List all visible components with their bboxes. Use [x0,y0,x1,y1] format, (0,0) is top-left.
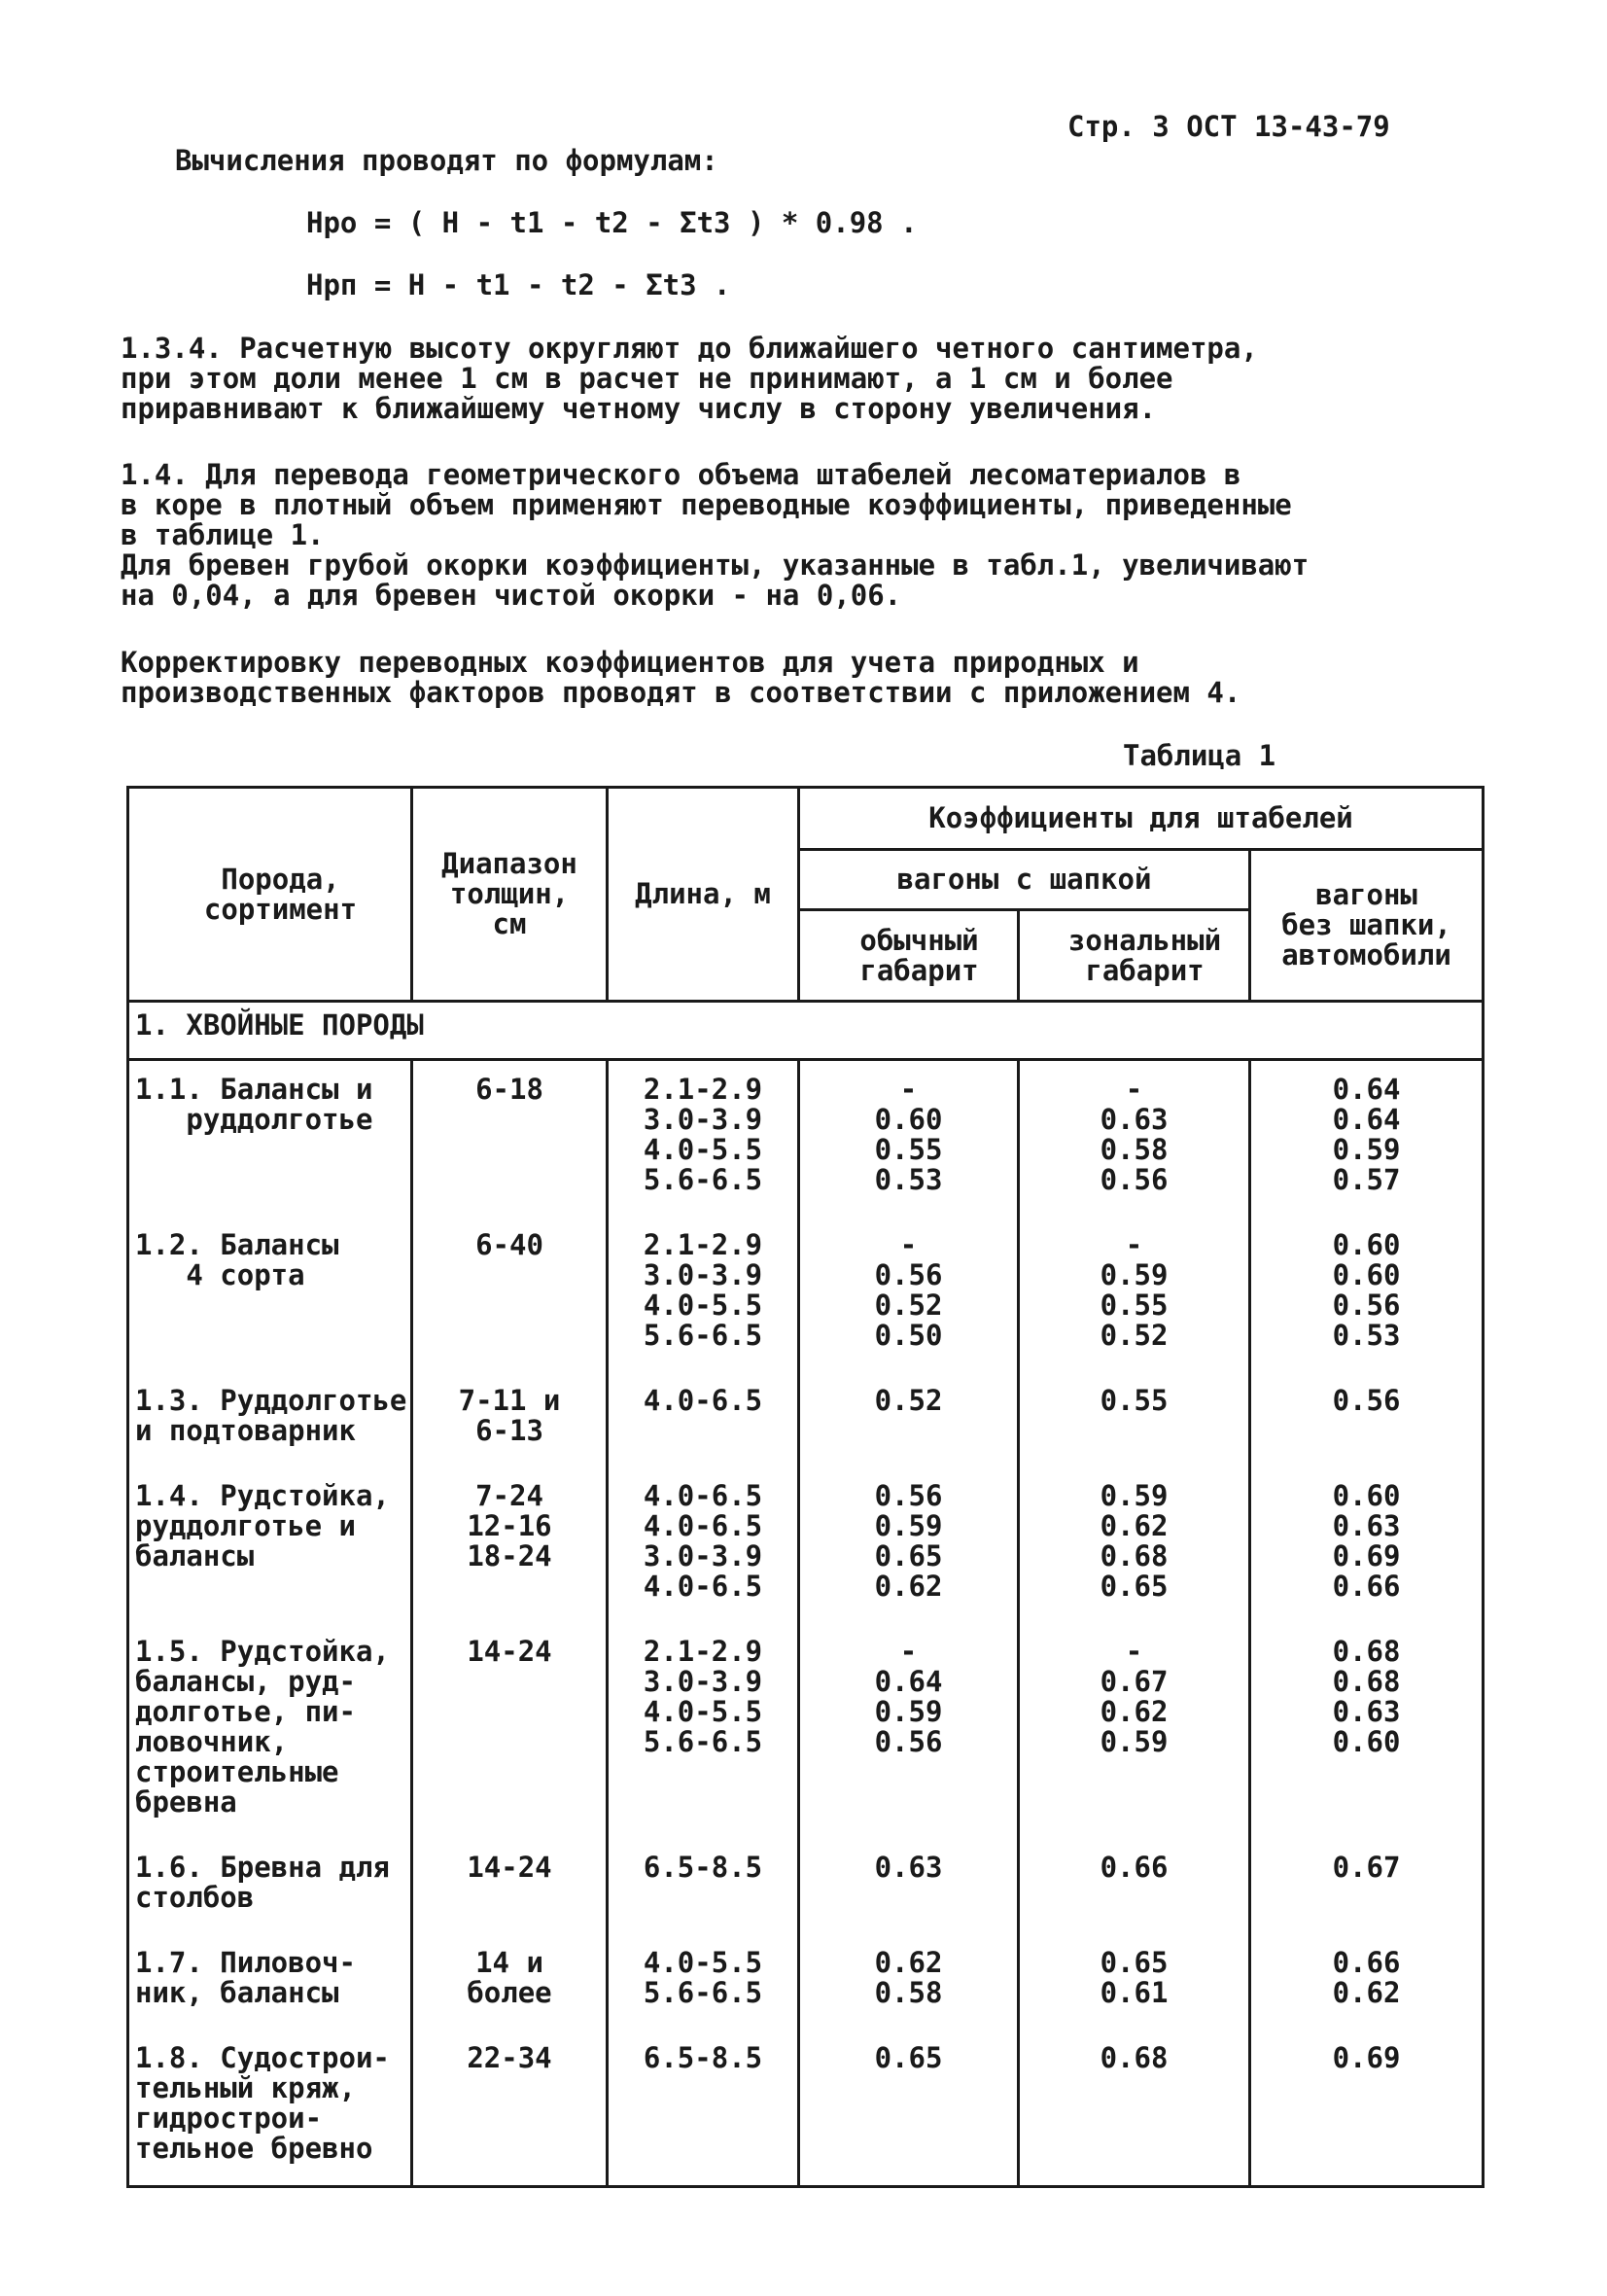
cell-zonal-gauge: 0.55 [1019,1372,1250,1467]
cell-thickness-range: 7-24 12-16 18-24 [412,1467,608,1623]
line: производственных факторов проводят в соответствии с приложением 4. [121,676,1241,709]
table-row [128,1839,1484,1934]
line: в таблице 1. [121,518,325,551]
cell-normal-gauge: - 0.64 0.59 0.56 [799,1623,1019,1839]
cell-thickness-range: 14 и более [412,1934,608,2030]
cell-zonal-gauge: - 0.63 0.58 0.56 [1019,1060,1250,1218]
cell-species: 1.4. Рудстойка, руддолготье и балансы [128,1467,412,1623]
header-wagons-no-cap: вагоны без шапки, автомобили [1250,850,1484,1002]
formula-hro: Нро = ( Н - t1 - t2 - Σt3 ) * 0.98 . [306,206,918,239]
table-row [128,1217,1484,1372]
cell-zonal-gauge: 0.66 [1019,1839,1250,1934]
cell-length: 2.1-2.9 3.0-3.9 4.0-5.5 5.6-6.5 [608,1217,799,1372]
table-row [128,1467,1484,1623]
cell-species: 1.7. Пиловоч- ник, балансы [128,1934,412,2030]
cell-thickness-range: 6-18 [412,1060,608,1218]
cell-zonal-gauge: - 0.59 0.55 0.52 [1019,1217,1250,1372]
cell-zonal-gauge: - 0.67 0.62 0.59 [1019,1623,1250,1839]
cell-length: 6.5-8.5 [608,2030,799,2187]
cell-species: 1.5. Рудстойка, балансы, руд- долготье, пи- ловочник, строительные бревна [128,1623,412,1839]
cell-no-cap: 0.56 [1250,1372,1484,1467]
line: Для бревен грубой окорки коэффициенты, указанные в табл.1, увеличивают [121,548,1310,582]
table-row [128,1623,1484,1839]
intro-text: Вычисления проводят по формулам: [175,144,718,177]
header-species: Порода, сортимент [128,788,412,1002]
header-normal-gauge: обычный габарит [799,910,1019,1002]
cell-zonal-gauge: 0.65 0.61 [1019,1934,1250,2030]
header-coefficients: Коэффициенты для штабелей [799,788,1484,850]
cell-species: 1.6. Бревна для столбов [128,1839,412,1934]
paragraph-1-3-4 [121,334,1258,424]
cell-length: 4.0-6.5 [608,1372,799,1467]
cell-length: 4.0-6.5 4.0-6.5 3.0-3.9 4.0-6.5 [608,1467,799,1623]
cell-normal-gauge: 0.56 0.59 0.65 0.62 [799,1467,1019,1623]
cell-thickness-range: 22-34 [412,2030,608,2187]
cell-species: 1.2. Балансы 4 сорта [128,1217,412,1372]
cell-normal-gauge: - 0.56 0.52 0.50 [799,1217,1019,1372]
header-thickness-range: Диапазон толщин, см [412,788,608,1002]
cell-thickness-range: 14-24 [412,1623,608,1839]
table-caption: Таблица 1 [1123,739,1276,772]
line: 1.3.4. Расчетную высоту округляют до ближайшего четного сантиметра, [121,332,1258,365]
cell-zonal-gauge: 0.59 0.62 0.68 0.65 [1019,1467,1250,1623]
page-header: Стр. 3 ОСТ 13-43-79 [1067,110,1390,143]
line: 1.4. Для перевода геометрического объема штабелей лесоматериалов в [121,458,1241,491]
table-row [128,1372,1484,1467]
coefficients-table [126,786,1485,2188]
line: приравнивают к ближайшему четному числу в сторону увеличения. [121,392,1157,425]
line: Корректировку переводных коэффициентов для учета природных и [121,646,1139,679]
line: при этом доли менее 1 см в расчет не принимают, а 1 см и более [121,362,1173,395]
cell-no-cap: 0.60 0.63 0.69 0.66 [1250,1467,1484,1623]
cell-no-cap: 0.67 [1250,1839,1484,1934]
header-wagons-with-cap: вагоны с шапкой [799,850,1250,910]
cell-no-cap: 0.69 [1250,2030,1484,2187]
line: в коре в плотный объем применяют переводные коэффициенты, приведенные [121,488,1292,521]
header-zonal-gauge: зональный габарит [1019,910,1250,1002]
cell-length: 2.1-2.9 3.0-3.9 4.0-5.5 5.6-6.5 [608,1060,799,1218]
table-row [128,1934,1484,2030]
cell-normal-gauge: - 0.60 0.55 0.53 [799,1060,1019,1218]
formula-hrp: Нрп = Н - t1 - t2 - Σt3 . [306,268,731,301]
table-row [128,1060,1484,1218]
cell-no-cap: 0.66 0.62 [1250,1934,1484,2030]
header-length: Длина, м [608,788,799,1002]
cell-species: 1.3. Руддолготье и подтоварник [128,1372,412,1467]
cell-length: 2.1-2.9 3.0-3.9 4.0-5.5 5.6-6.5 [608,1623,799,1839]
cell-zonal-gauge: 0.68 [1019,2030,1250,2187]
table-row [128,2030,1484,2187]
cell-no-cap: 0.68 0.68 0.63 0.60 [1250,1623,1484,1839]
paragraph-1-4 [121,460,1309,611]
cell-thickness-range: 7-11 и 6-13 [412,1372,608,1467]
cell-normal-gauge: 0.62 0.58 [799,1934,1019,2030]
cell-length: 4.0-5.5 5.6-6.5 [608,1934,799,2030]
cell-normal-gauge: 0.63 [799,1839,1019,1934]
cell-normal-gauge: 0.65 [799,2030,1019,2187]
cell-species: 1.1. Балансы и руддолготье [128,1060,412,1218]
cell-no-cap: 0.60 0.60 0.56 0.53 [1250,1217,1484,1372]
cell-no-cap: 0.64 0.64 0.59 0.57 [1250,1060,1484,1218]
cell-thickness-range: 14-24 [412,1839,608,1934]
cell-normal-gauge: 0.52 [799,1372,1019,1467]
paragraph-correction [121,648,1240,708]
cell-thickness-range: 6-40 [412,1217,608,1372]
group-conifers: 1. ХВОЙНЫЕ ПОРОДЫ [128,1002,1484,1060]
cell-length: 6.5-8.5 [608,1839,799,1934]
cell-species: 1.8. Судострои- тельный кряж, гидрострои- тельное бревно [128,2030,412,2187]
line: на 0,04, а для бревен чистой окорки - на 0,06. [121,579,902,612]
